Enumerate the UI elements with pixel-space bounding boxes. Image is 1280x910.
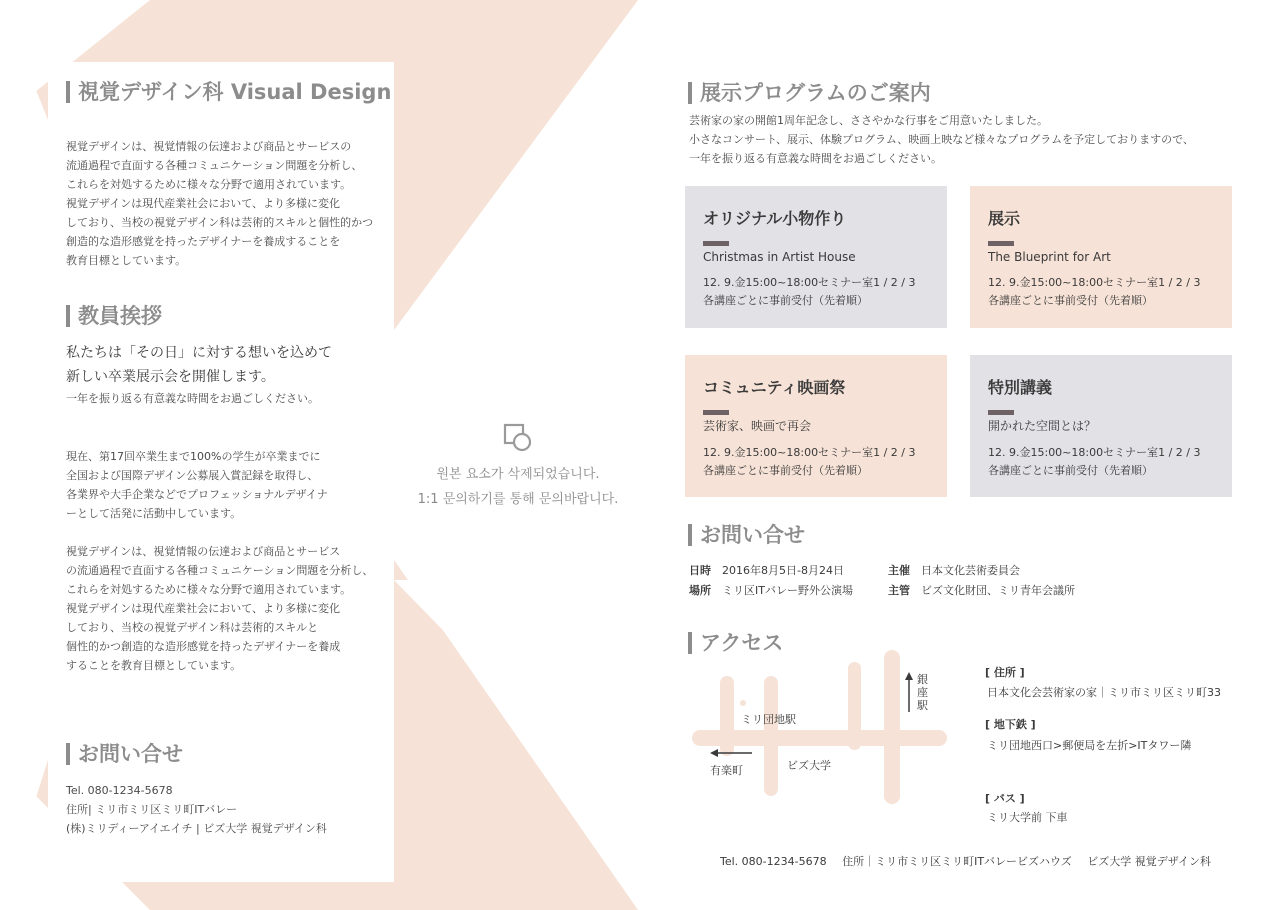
paragraph-line: 視覚デザインは、視覚情報の伝達および商品とサービスの [66,140,352,153]
card-subtitle: 芸術家、映画で再会 [703,419,812,433]
achievements-paragraph [66,447,328,523]
info-label-date: 日時 [689,564,711,577]
card-title: コミュニティ映画祭 [703,378,846,397]
footer-address: 住所｜ミリ市ミリ区ミリ町ITバレービズハウズ [842,855,1072,868]
access-address-value: 日本文化会芸術家の家｜ミリ市ミリ区ミリ町33 [987,686,1221,699]
deleted-element-notice [398,420,638,512]
card-note: 各講座ごとに事前受付（先着順） [703,464,868,477]
paragraph-line: することを教育目標としています。 [66,659,242,672]
footer-tel: Tel. 080-1234-5678 [720,855,827,868]
paragraph-line: 各業界や大手企業などでプロフェッショナルデザイナ [66,488,328,501]
access-subway-value: ミリ団地西口>郵便局を左折>ITタワー隣 [987,739,1192,752]
faculty-greeting-heading: 教員挨拶 [66,305,162,327]
paragraph-line: 視覚デザインは、視覚情報の伝達および商品とサービス [66,545,341,558]
card-note: 各講座ごとに事前受付（先着順） [988,294,1153,307]
info-value-host: ビズ文化財団、ミリ青年会議所 [921,584,1075,597]
intro-line: 芸術家の家の開館1周年記念し、ささやかな行事をご用意いたしました。 [689,114,1048,127]
map-label-ginza: 銀座駅 [917,673,928,712]
card-subtitle: 開かれた空間とは？ [988,419,1097,433]
card-bar [703,241,729,246]
access-bus-value: ミリ大学前 下車 [987,811,1068,824]
program-card-2 [970,186,1232,328]
program-card-1 [685,186,947,328]
paragraph-line: 視覚デザインは現代産業社会において、より多様に変化 [66,197,341,210]
paragraph-line: の流通過程で直面する各種コミュニケーション問題を分析し、 [66,564,374,577]
info-value-venue: ミリ区ITバレー野外公演場 [722,584,853,597]
paragraph-line: これらを対処するために様々な分野で適用されています。 [66,583,352,596]
greeting-block [66,341,332,409]
info-label-host: 主管 [888,584,910,597]
program-heading: 展示プログラムのご案内 [688,82,931,104]
greeting-line-2: 新しい卒業展示会を開催します。 [66,369,275,385]
paragraph-line: しており、当校の視覚デザイン科は芸術的スキルと [66,621,319,634]
access-address-head: [ 住所 ] [985,666,1025,679]
map-road [764,676,778,796]
access-heading: アクセス [688,632,783,654]
notice-line-2: 1:1 문의하기를 통해 문의바랍니다. [417,492,619,507]
paragraph-line: 全国および国際デザイン公募展入賞記録を取得し、 [66,469,319,482]
card-date: 12. 9.金15:00~18:00セミナー室1 / 2 / 3 [703,446,916,459]
visual-design-heading: 視覚デザイン科 Visual Design [66,81,391,103]
intro-paragraph [66,137,373,270]
paragraph-line: 現在、第17回卒業生まで100%の学生が卒業までに [66,450,321,463]
contact-line: Tel. 080-1234-5678 [66,784,173,797]
card-title: 特別講義 [988,378,1053,397]
card-bar [703,410,729,415]
info-label-venue: 場所 [689,584,711,597]
paragraph-line: 視覚デザインは現代産業社会において、より多様に変化 [66,602,341,615]
card-date: 12. 9.金15:00~18:00セミナー室1 / 2 / 3 [988,276,1201,289]
paragraph-line: 個性的かつ創造的な造形感覚を持ったデザイナーを養成 [66,640,341,653]
greeting-line-1: 私たちは「その日」に対する想いを込めて [66,345,332,361]
paragraph-line: これらを対処するために様々な分野で適用されています。 [66,178,352,191]
map-road [848,662,861,750]
card-date: 12. 9.金15:00~18:00セミナー室1 / 2 / 3 [988,446,1201,459]
paragraph-line: しており、当校の視覚デザイン科は芸術的スキルと個性的かつ [66,216,374,229]
description-paragraph [66,542,373,675]
map-label-yurakucho: 有楽町 [710,764,743,777]
program-card-4 [970,355,1232,497]
station-dot [740,700,746,706]
map-road [884,650,900,804]
inquiry-heading: お問い合せ [688,524,805,546]
footer-school: ビズ大学 視覚デザイン科 [1087,855,1211,868]
notice-line-1: 원본 요소가 삭제되었습니다. [436,467,600,482]
card-title: オリジナル小物作り [703,209,847,228]
card-date: 12. 9.金15:00~18:00セミナー室1 / 2 / 3 [703,276,916,289]
up-arrow-icon [904,672,914,712]
program-card-3 [685,355,947,497]
access-subway-head: [ 地下鉄 ] [985,718,1036,731]
card-bar [988,241,1014,246]
card-subtitle: The Blueprint for Art [988,250,1111,264]
card-title: 展示 [988,209,1021,228]
map-label-station: ミリ団地駅 [741,713,796,726]
deleted-element-icon [500,420,536,456]
info-value-date: 2016年8月5日-8月24日 [722,564,844,577]
paragraph-line: ーとして活発に活動中しています。 [66,507,242,520]
access-bus-head: [ バス ] [985,792,1025,805]
contact-block [66,781,327,838]
contact-line: (株)ミリディーアイエイチ | ビズ大学 視覚デザイン科 [66,822,327,835]
card-subtitle: Christmas in Artist House [703,250,856,264]
intro-line: 一年を振り返る有意義な時間をお過ごしください。 [689,152,942,165]
info-value-organizer: 日本文化芸術委員会 [921,564,1020,577]
footer [720,853,1223,869]
map-road [720,676,734,756]
left-arrow-icon [710,748,754,758]
contact-heading: お問い合せ [66,743,183,765]
paragraph-line: 教育目標としています。 [66,254,187,267]
program-intro [689,111,1194,168]
map-label-university: ビズ大学 [787,759,831,772]
intro-line: 小さなコンサート、展示、体験プログラム、映画上映など様々なプログラムを予定しておりますので、 [689,133,1194,146]
contact-line: 住所| ミリ市ミリ区ミリ町ITバレー [66,803,238,816]
card-note: 各講座ごとに事前受付（先着順） [703,294,868,307]
paragraph-line: 創造的な造形感覚を持ったデザイナーを養成することを [66,235,341,248]
greeting-sub: 一年を振り返る有意義な時間をお過ごしください。 [66,392,319,405]
paragraph-line: 流通過程で直面する各種コミュニケーション問題を分析し、 [66,159,363,172]
card-bar [988,410,1014,415]
info-label-organizer: 主催 [888,564,910,577]
card-note: 各講座ごとに事前受付（先着順） [988,464,1153,477]
